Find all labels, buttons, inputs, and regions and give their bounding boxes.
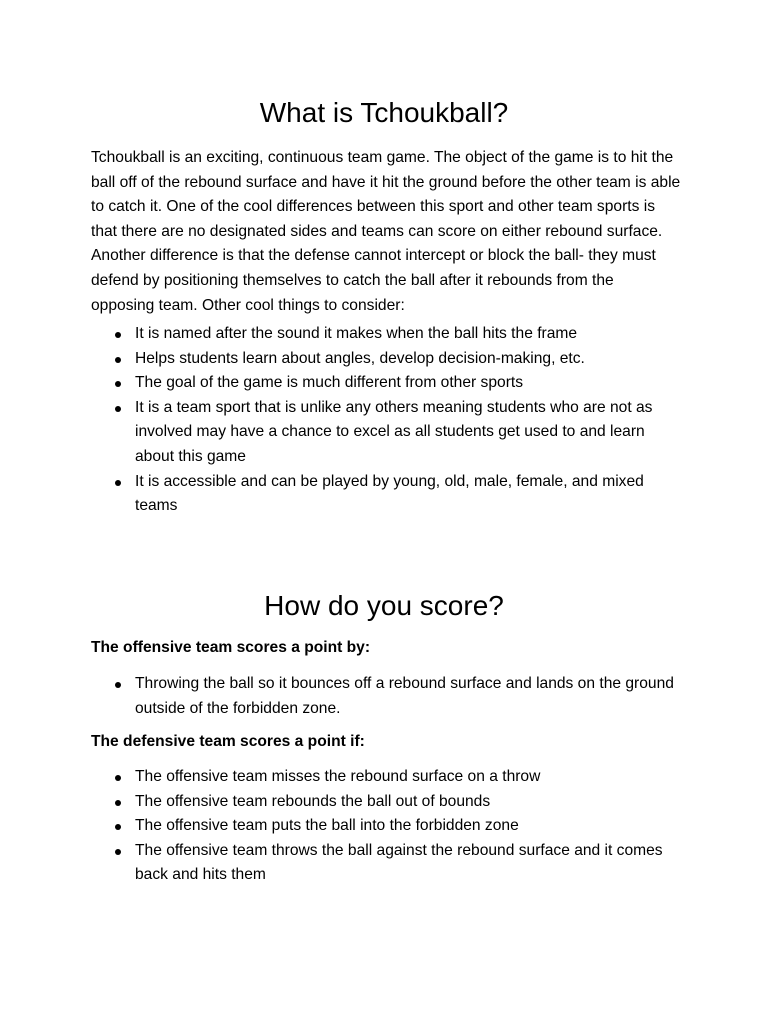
list-item-text: The goal of the game is much different from other sports [135,374,524,392]
list-item [91,672,681,721]
intro-paragraph: Tchoukball is an exciting, continuous team game. The object of the game is to hit the ball off of the rebound surface and have it hit the ground before the other team is able to catch it. One of the cool differences between this sport and other team sports is that there are no designated sides and teams can score on either rebound surface. Another difference is that the defense cannot intercept or block the ball- they must defend by positioning themselves to catch the ball after it rebounds from the opposing team. Other cool things to consider: [91,149,681,314]
bullet-icon [115,775,121,781]
list-item-text: It is accessible and can be played by young, old, male, female, and mixed teams [135,472,644,515]
bullet-icon [115,332,121,338]
bullet-icon [115,357,121,363]
defensive-heading: The defensive team scores a point if: [91,733,365,750]
list-item [91,839,681,888]
bullet-icon [115,381,121,387]
bullet-icon [115,824,121,830]
bullet-icon [115,849,121,855]
list-item-text: It is named after the sound it makes when the ball hits the frame [135,325,578,342]
list-item-text: It is a team sport that is unlike any others meaning students who are not as involved may have a chance to excel as all students get used to and learn about this game [135,398,653,465]
list-item [91,396,681,470]
offensive-heading: The offensive team scores a point by: [91,639,371,656]
heading-how-do-you-score: How do you score? [264,590,504,621]
bullet-icon [115,406,121,412]
list-item-text: Throwing the ball so it bounces off a rebound surface and lands on the ground outside of the forbidden zone. [135,675,674,717]
bullet-icon [115,480,121,486]
defensive-list [91,765,681,888]
considerations-list [91,322,681,519]
list-item [91,814,681,839]
offensive-list [91,672,681,721]
list-item [91,371,681,396]
list-item-text: Helps students learn about angles, develop decision-making, etc. [135,349,585,367]
list-item [91,790,681,815]
list-item [91,322,681,347]
bullet-icon [115,800,121,806]
list-item [91,347,681,372]
list-item [91,470,681,519]
heading-what-is-tchoukball: What is Tchoukball? [259,97,509,128]
list-item-text: The offensive team throws the ball against the rebound surface and it comes back and hits them [135,841,663,884]
list-item-text: The offensive team rebounds the ball out of bounds [135,792,491,810]
list-item-text: The offensive team misses the rebound surface on a throw [135,768,541,785]
list-item-text: The offensive team puts the ball into the forbidden zone [135,817,519,835]
list-item [91,765,681,790]
bullet-icon [115,682,121,688]
